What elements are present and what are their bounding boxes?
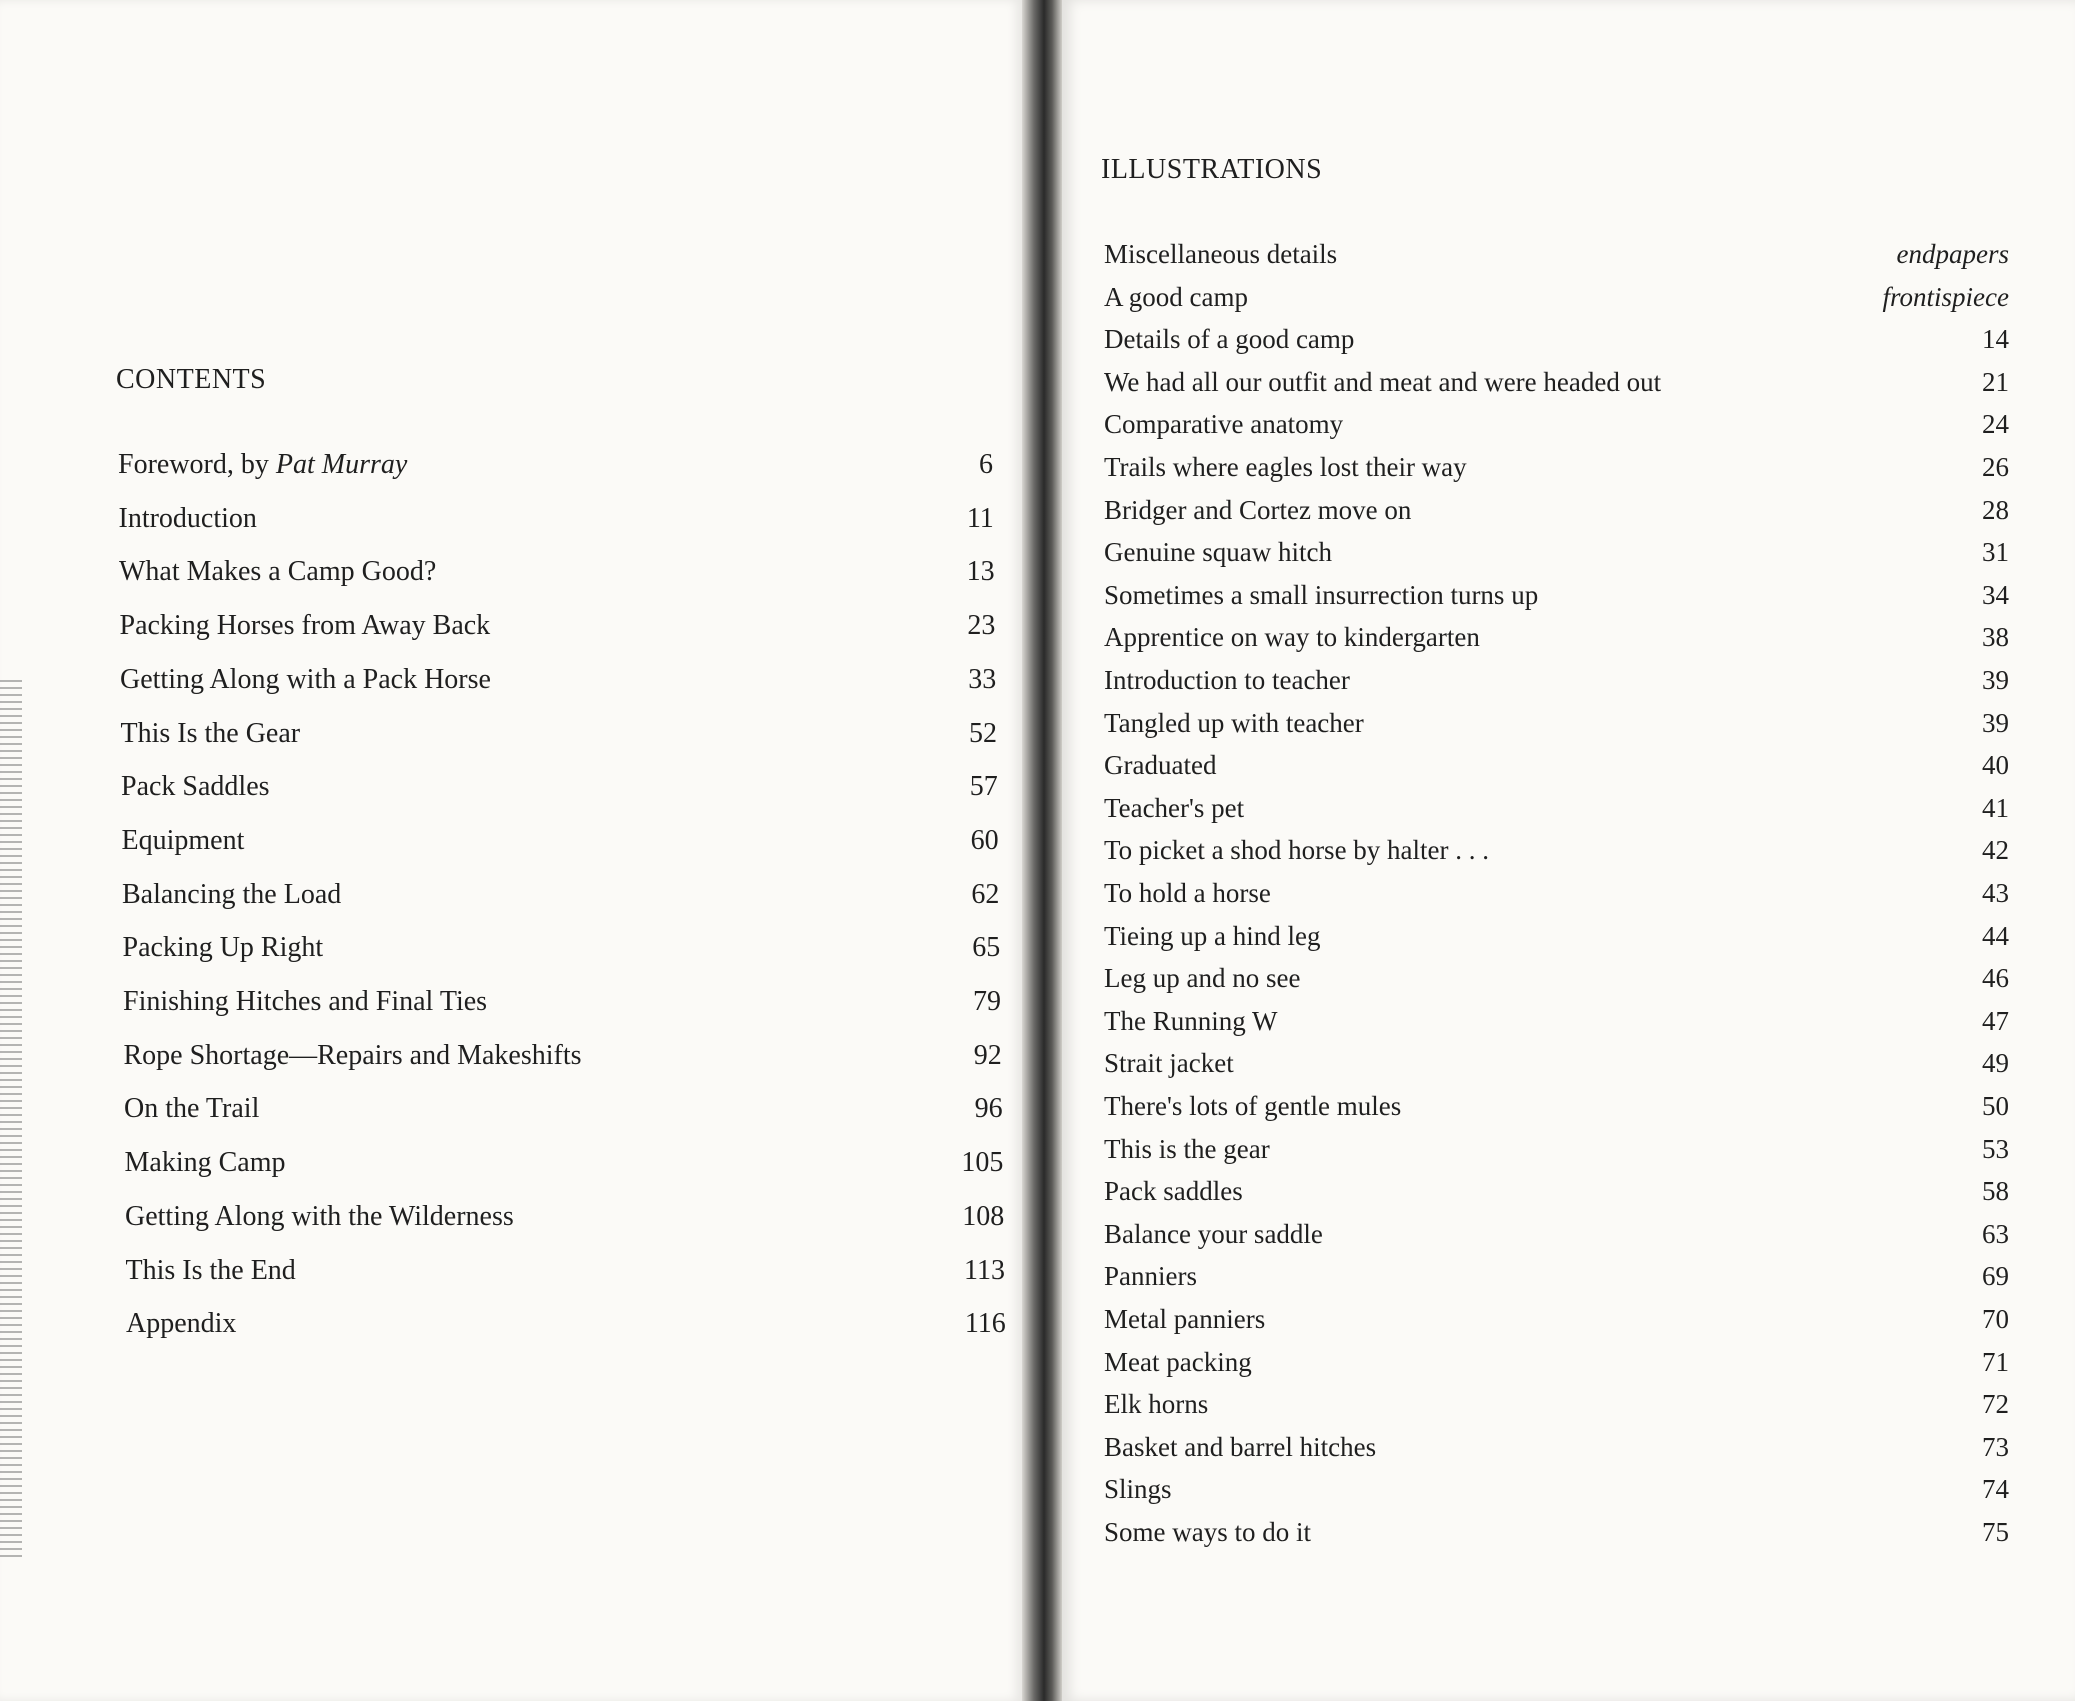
illustration-row bbox=[1104, 878, 2009, 918]
contents-page-number: 116 bbox=[964, 1308, 1006, 1340]
illustration-row bbox=[1104, 622, 2009, 662]
contents-title: Getting Along with the Wilderness bbox=[125, 1200, 514, 1232]
contents-title: What Makes a Camp Good? bbox=[119, 556, 437, 588]
illustration-page-number: 24 bbox=[1982, 409, 2009, 440]
illustrations-heading: ILLUSTRATIONS bbox=[1101, 154, 1323, 185]
illustration-row bbox=[1104, 1219, 2009, 1259]
illustration-page-number: 58 bbox=[1982, 1176, 2009, 1207]
illustration-page-number: 46 bbox=[1982, 963, 2009, 994]
illustration-page-number: 53 bbox=[1982, 1133, 2009, 1164]
illustrations-page bbox=[1062, 0, 2075, 1701]
illustration-row bbox=[1104, 1134, 2009, 1174]
illustration-row bbox=[1104, 1432, 2009, 1472]
illustration-page-number: 40 bbox=[1982, 750, 2009, 781]
illustration-row bbox=[1104, 239, 2009, 279]
illustration-page-number: 21 bbox=[1982, 366, 2009, 397]
illustration-page-number: 26 bbox=[1982, 452, 2009, 482]
illustration-title: Miscellaneous details bbox=[1104, 239, 1338, 269]
illustration-page-number: 49 bbox=[1982, 1048, 2009, 1079]
contents-page-number: 62 bbox=[971, 878, 1000, 910]
contents-title: Rope Shortage—Repairs and Makeshifts bbox=[123, 1039, 582, 1071]
illustration-title: This is the gear bbox=[1104, 1133, 1270, 1164]
illustration-title: Bridger and Cortez move on bbox=[1104, 494, 1412, 525]
illustration-page-number: 28 bbox=[1982, 494, 2009, 525]
contents-page bbox=[0, 0, 1022, 1701]
illustration-title: Genuine squaw hitch bbox=[1104, 537, 1332, 568]
contents-row bbox=[120, 610, 996, 650]
contents-title: This Is the End bbox=[125, 1254, 296, 1286]
illustration-row bbox=[1104, 708, 2009, 748]
illustration-title: A good camp bbox=[1104, 281, 1248, 312]
illustration-row bbox=[1104, 1261, 2009, 1301]
illustration-page-number: 44 bbox=[1982, 920, 2009, 951]
illustration-row bbox=[1104, 1304, 2009, 1344]
contents-page-number: 79 bbox=[973, 986, 1001, 1017]
illustration-row bbox=[1104, 282, 2009, 322]
contents-title: Making Camp bbox=[124, 1147, 286, 1179]
contents-row bbox=[120, 664, 996, 704]
contents-page-number: 11 bbox=[966, 502, 994, 534]
contents-row bbox=[124, 1093, 1003, 1133]
illustration-title: Elk horns bbox=[1104, 1389, 1209, 1420]
contents-page-number: 13 bbox=[966, 556, 995, 588]
illustration-title: Tangled up with teacher bbox=[1104, 707, 1364, 738]
illustration-row bbox=[1104, 409, 2009, 449]
contents-row bbox=[126, 1308, 1006, 1348]
illustration-title: Tieing up a hind leg bbox=[1104, 920, 1321, 951]
illustration-page-number: 42 bbox=[1982, 835, 2009, 866]
illustration-title: To picket a shod horse by halter . . . bbox=[1104, 835, 1490, 866]
contents-row bbox=[121, 718, 998, 758]
illustration-page-number: 69 bbox=[1982, 1261, 2009, 1292]
illustration-title: Pack saddles bbox=[1104, 1176, 1243, 1207]
illustration-title: Introduction to teacher bbox=[1104, 665, 1350, 695]
illustration-page-number: frontispiece bbox=[1882, 281, 2009, 312]
contents-title: Packing Up Right bbox=[122, 932, 324, 964]
illustration-title: There's lots of gentle mules bbox=[1104, 1091, 1402, 1121]
illustration-page-number: 50 bbox=[1982, 1091, 2009, 1121]
illustration-title: Balance your saddle bbox=[1104, 1218, 1323, 1249]
illustration-page-number: 71 bbox=[1982, 1346, 2009, 1377]
contents-row bbox=[125, 1147, 1004, 1187]
illustration-row bbox=[1104, 665, 2009, 705]
illustration-row bbox=[1104, 1048, 2009, 1088]
illustration-page-number: 39 bbox=[1982, 707, 2009, 738]
page-edge-texture bbox=[0, 680, 22, 1560]
illustration-row bbox=[1104, 1517, 2009, 1557]
illustration-title: Comparative anatomy bbox=[1104, 409, 1344, 440]
illustration-title: To hold a horse bbox=[1104, 878, 1271, 908]
illustration-title: Graduated bbox=[1104, 750, 1217, 781]
illustration-title: We had all our outfit and meat and were headed out bbox=[1104, 366, 1662, 397]
illustration-page-number: 74 bbox=[1982, 1474, 2009, 1505]
illustration-page-number: 47 bbox=[1982, 1005, 2009, 1036]
illustration-page-number: 43 bbox=[1982, 878, 2009, 908]
illustration-page-number: 72 bbox=[1982, 1389, 2009, 1420]
contents-title: Balancing the Load bbox=[122, 878, 342, 910]
illustration-row bbox=[1104, 793, 2009, 833]
illustration-title: Metal panniers bbox=[1104, 1304, 1266, 1334]
illustration-title: Panniers bbox=[1104, 1261, 1197, 1292]
illustration-page-number: 31 bbox=[1982, 537, 2009, 568]
illustration-page-number: 63 bbox=[1982, 1218, 2009, 1249]
illustration-title: Sometimes a small insurrection turns up bbox=[1104, 579, 1539, 610]
contents-row bbox=[119, 556, 995, 596]
contents-title: Equipment bbox=[121, 824, 245, 856]
illustration-title: Meat packing bbox=[1104, 1346, 1252, 1377]
contents-page-number: 33 bbox=[968, 663, 997, 695]
illustration-page-number: 41 bbox=[1982, 792, 2009, 823]
illustration-title: Slings bbox=[1104, 1474, 1172, 1505]
illustration-page-number: 75 bbox=[1982, 1517, 2009, 1547]
contents-author: Pat Murray bbox=[275, 449, 408, 480]
illustration-row bbox=[1104, 324, 2009, 364]
contents-page-number: 113 bbox=[964, 1254, 1005, 1286]
illustration-title: Some ways to do it bbox=[1104, 1517, 1311, 1547]
contents-row bbox=[119, 503, 994, 543]
contents-page-number: 105 bbox=[961, 1147, 1004, 1179]
illustration-title: The Running W bbox=[1104, 1005, 1278, 1036]
illustration-title: Leg up and no see bbox=[1104, 963, 1301, 994]
contents-heading: CONTENTS bbox=[116, 364, 267, 395]
illustration-page-number: 38 bbox=[1982, 622, 2009, 653]
illustration-title: Strait jacket bbox=[1104, 1048, 1234, 1079]
illustration-title: Basket and barrel hitches bbox=[1104, 1431, 1377, 1462]
contents-row bbox=[118, 449, 993, 489]
illustration-title: Trails where eagles lost their way bbox=[1104, 452, 1467, 482]
illustration-row bbox=[1104, 750, 2009, 790]
contents-row bbox=[125, 1201, 1004, 1241]
contents-page-number: 23 bbox=[967, 610, 996, 642]
contents-page-number: 108 bbox=[962, 1200, 1005, 1232]
contents-title: Introduction bbox=[118, 502, 257, 534]
illustration-row bbox=[1104, 1176, 2009, 1216]
illustration-row bbox=[1104, 1091, 2009, 1131]
illustration-row bbox=[1104, 367, 2009, 407]
contents-row bbox=[126, 1255, 1006, 1295]
illustration-page-number: 14 bbox=[1982, 324, 2009, 355]
illustration-title: Apprentice on way to kindergarten bbox=[1104, 622, 1480, 653]
contents-row bbox=[123, 986, 1001, 1026]
contents-row bbox=[124, 1040, 1002, 1080]
contents-title: Foreword, by bbox=[118, 449, 269, 480]
contents-page-number: 60 bbox=[970, 824, 999, 856]
contents-title: Packing Horses from Away Back bbox=[119, 610, 491, 642]
contents-row bbox=[122, 825, 999, 865]
illustration-title: Teacher's pet bbox=[1104, 792, 1245, 823]
contents-title: On the Trail bbox=[124, 1093, 260, 1125]
illustration-page-number: 39 bbox=[1982, 665, 2009, 695]
illustration-row bbox=[1104, 537, 2009, 577]
illustration-page-number: 73 bbox=[1982, 1431, 2009, 1462]
illustration-row bbox=[1104, 1474, 2009, 1514]
contents-page-number: 96 bbox=[974, 1093, 1003, 1125]
contents-title: Finishing Hitches and Final Ties bbox=[123, 986, 488, 1017]
book-gutter bbox=[1022, 0, 1062, 1701]
contents-row bbox=[122, 879, 999, 919]
illustration-row bbox=[1104, 580, 2009, 620]
contents-title: Appendix bbox=[126, 1308, 237, 1340]
contents-page-number: 52 bbox=[969, 717, 997, 749]
illustration-row bbox=[1104, 1389, 2009, 1429]
contents-page-number: 6 bbox=[979, 449, 993, 480]
illustration-page-number: 70 bbox=[1982, 1304, 2009, 1334]
illustration-title: Details of a good camp bbox=[1104, 324, 1355, 355]
illustration-row bbox=[1104, 1347, 2009, 1387]
illustration-row bbox=[1104, 921, 2009, 961]
illustration-row bbox=[1104, 963, 2009, 1003]
contents-row bbox=[123, 932, 1001, 972]
contents-row bbox=[121, 771, 998, 811]
contents-page-number: 57 bbox=[969, 771, 998, 803]
illustration-page-number: 34 bbox=[1982, 579, 2009, 610]
illustration-page-number: endpapers bbox=[1896, 239, 2009, 269]
illustration-row bbox=[1104, 835, 2009, 875]
contents-title: Getting Along with a Pack Horse bbox=[120, 663, 491, 695]
illustration-row bbox=[1104, 1006, 2009, 1046]
illustration-row bbox=[1104, 495, 2009, 535]
illustration-row bbox=[1104, 452, 2009, 492]
contents-page-number: 92 bbox=[973, 1039, 1002, 1071]
contents-title: Pack Saddles bbox=[121, 771, 270, 803]
contents-title: This Is the Gear bbox=[120, 717, 301, 749]
contents-page-number: 65 bbox=[972, 932, 1001, 964]
